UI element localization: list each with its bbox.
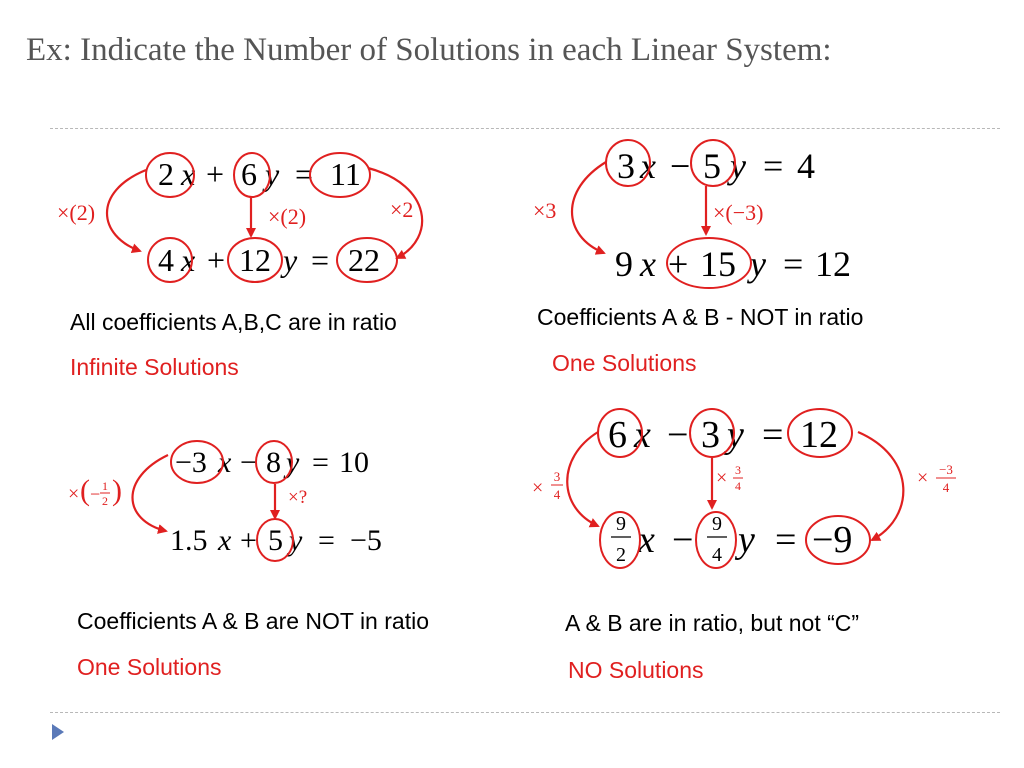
ex1-eq1-c: 11 — [330, 156, 361, 192]
ex4-mult-c-num: −3 — [939, 462, 953, 477]
ex1-eq1-a: 2 — [158, 156, 174, 192]
ex1-eq2-sign: + — [207, 242, 226, 278]
ex3-eq2-eq: = — [318, 524, 335, 557]
ex4-arrow-c — [858, 432, 903, 540]
ex4-mult-a-den: 4 — [553, 487, 561, 502]
ex4-eq1-b: 3 — [701, 414, 720, 456]
ex3-mult-a-rparen: ) — [112, 474, 122, 507]
ex3-eq2-a: 1.5 — [170, 524, 208, 557]
ex4-eq2-x: x — [638, 519, 655, 561]
ex2-eq2-c: 12 — [815, 244, 851, 284]
ex2-result: One Solutions — [552, 350, 697, 376]
ex1-eq1-b: 6 — [241, 156, 257, 192]
ex4-multiplier-c — [917, 462, 956, 495]
ex4-eq2-y: y — [738, 519, 755, 561]
ex1-eq1-x: x — [181, 156, 196, 192]
ex3-multiplier-a — [68, 474, 122, 508]
ex3-mult-a-den: 2 — [102, 494, 108, 508]
ex1-eq1-y: y — [265, 156, 280, 192]
ex2-statement: Coefficients A & B - NOT in ratio — [537, 304, 864, 330]
ex2-multiplier-b: ×(−3) — [713, 200, 764, 225]
ex1-eq2-a: 4 — [158, 242, 174, 278]
ex3-arrow-a — [133, 455, 169, 531]
ex3-result: One Solutions — [77, 654, 222, 680]
ex1-statement: All coefficients A,B,C are in ratio — [70, 309, 397, 335]
ex3-mult-a-sign: − — [90, 484, 101, 504]
triangle-right-icon[interactable] — [50, 722, 66, 742]
ex3-eq1-b: 8 — [266, 446, 281, 479]
bottom-divider — [50, 712, 1000, 713]
ex2-eq2-b: 15 — [700, 244, 736, 284]
ex3-eq1-eq: = — [312, 446, 329, 479]
ex2-eq1-c: 4 — [797, 146, 815, 186]
ex4-mult-b-prefix: × — [716, 467, 728, 489]
ex3-mult-a-lparen: ( — [80, 474, 90, 507]
ex2-eq2-x: x — [640, 244, 656, 284]
ex1-multiplier-c: ×2 — [390, 197, 414, 222]
ex4-mult-b-den: 4 — [735, 479, 741, 493]
ex4-eq2-eq: = — [775, 519, 797, 561]
ex3-eq1-a: −3 — [175, 446, 207, 479]
ex3-eq2-c: −5 — [350, 524, 382, 557]
ex2-eq1-sign: − — [670, 146, 691, 186]
ex1-eq2-x: x — [181, 242, 196, 278]
ex3-eq2-y: y — [289, 524, 303, 557]
ex2-eq2-eq: = — [783, 244, 804, 284]
ex4-mult-a-num: 3 — [553, 469, 561, 484]
ex4-statement: A & B are in ratio, but not “C” — [565, 610, 860, 636]
ex4-mult-c-den: 4 — [942, 480, 950, 495]
ex4-eq2-a-num: 9 — [616, 513, 626, 535]
ex4-eq1-c: 12 — [800, 414, 838, 456]
ex1-result: Infinite Solutions — [70, 354, 239, 380]
ex3-eq1-sign: − — [240, 446, 257, 479]
ex3-statement: Coefficients A & B are NOT in ratio — [77, 608, 429, 634]
ex4-eq2-b-den: 4 — [712, 544, 722, 566]
ex4-eq1-eq: = — [762, 414, 784, 456]
ex2-eq1-x: x — [640, 146, 656, 186]
ex1-eq2-eq: = — [311, 242, 330, 278]
slide-title: Ex: Indicate the Number of Solutions in each Linear System: — [26, 32, 832, 68]
ex3-eq2-x: x — [218, 524, 232, 557]
ex1-arrow-a — [107, 170, 146, 251]
ex3-eq1-x: x — [218, 446, 232, 479]
example-4-system — [532, 409, 956, 568]
ex2-eq2-a: 9 — [615, 244, 633, 284]
ex3-eq2-sign: + — [240, 524, 257, 557]
ex4-arrow-a — [567, 432, 598, 526]
ex4-eq2-b-num: 9 — [712, 513, 722, 535]
ex3-eq1-y: y — [286, 446, 300, 479]
ex1-eq1-sign: + — [206, 156, 225, 192]
ex2-eq2-y: y — [750, 244, 766, 284]
ex3-multiplier-b: ×? — [288, 487, 308, 508]
ex2-eq1-y: y — [730, 146, 746, 186]
example-2-system — [533, 140, 851, 288]
ex2-multiplier-a: ×3 — [533, 198, 557, 223]
ex1-eq1-eq: = — [295, 156, 314, 192]
ex4-mult-b-num: 3 — [735, 463, 741, 477]
ex4-eq1-a: 6 — [608, 414, 627, 456]
ex1-eq2-c: 22 — [348, 242, 380, 278]
ex3-eq1-c: 10 — [339, 446, 369, 479]
example-3-system — [68, 441, 382, 561]
ex4-eq2-a-den: 2 — [616, 544, 626, 566]
ex4-multiplier-b — [716, 463, 743, 493]
ex1-multiplier-a: ×(2) — [57, 200, 96, 225]
ex4-mult-a-prefix: × — [532, 477, 544, 499]
ex3-mult-a-num: 1 — [102, 479, 108, 493]
ex4-eq1-y: y — [727, 414, 744, 456]
ex2-eq2-sign: + — [668, 244, 689, 284]
ex4-result: NO Solutions — [568, 657, 704, 683]
ex3-mult-a-prefix: × — [68, 483, 80, 505]
example-1-system — [57, 153, 422, 282]
ex4-eq1-sign: − — [667, 414, 689, 456]
ex4-multiplier-a — [532, 469, 563, 502]
ex2-eq1-a: 3 — [617, 146, 635, 186]
ex2-arrow-a — [572, 162, 606, 253]
ex1-eq2-b: 12 — [239, 242, 271, 278]
ex4-mult-c-prefix: × — [917, 467, 929, 489]
ex2-eq1-b: 5 — [703, 146, 721, 186]
ex4-eq2-c: −9 — [812, 519, 853, 561]
ex4-eq1-x: x — [634, 414, 651, 456]
ex2-eq1-eq: = — [763, 146, 784, 186]
ex1-eq2-y: y — [283, 242, 298, 278]
ex1-multiplier-b: ×(2) — [268, 204, 307, 229]
ex4-eq2-sign: − — [672, 519, 694, 561]
ex3-eq2-b: 5 — [268, 524, 283, 557]
